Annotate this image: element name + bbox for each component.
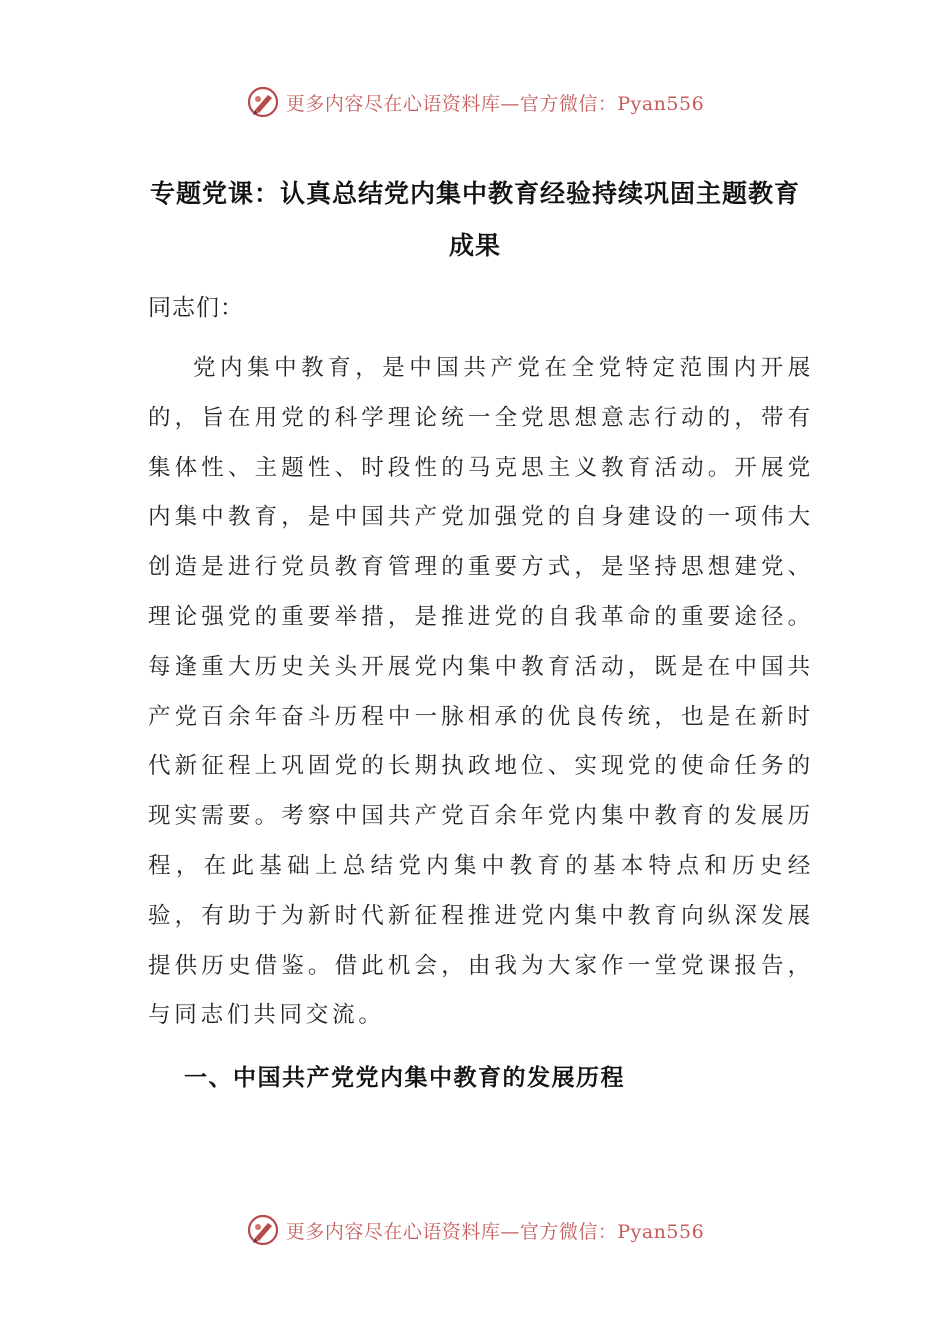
header-banner-text: 更多内容尽在心语资料库—官方微信：Pyan556 (285, 92, 705, 115)
document-title: 专题党课：认真总结党内集中教育经验持续巩固主题教育成果 (149, 179, 800, 260)
pen-circle-logo-icon (246, 85, 280, 119)
pen-circle-logo-icon (246, 1213, 280, 1247)
footer-banner (0, 1210, 950, 1250)
header-banner (0, 82, 950, 122)
section-heading: 一、中国共产党党内集中教育的发展历程 (184, 1065, 625, 1091)
body-paragraph: 党内集中教育，是中国共产党在全党特定范围内开展的，旨在用党的科学理论统一全党思想意志行动的，带有集体性、主题性、时段性的马克思主义教育活动。开展党内集中教育，是中国共产党加强党的自身建设的一项伟大创造是进行党员教育管理的重要方式，是坚持思想建党、理论强党的重要举措，是推进党的自我革命的重要途径。每逢重大历史关头开展党内集中教育活动，既是在中国共产党百余年奋斗历程中一脉相承的优良传统，也是在新时代新征程上巩固党的长期执政地位、实现党的使命任务的现实需要。考察中国共产党百余年党内集中教育的发展历程，在此基础上总结党内集中教育的基本特点和历史经验，有助于为新时代新征程推进党内集中教育向纵深发展提供历史借鉴。借此机会，由我为大家作一堂党课报告，与同志们共同交流。 (148, 355, 814, 1029)
greeting: 同志们： (148, 295, 244, 321)
footer-banner-text: 更多内容尽在心语资料库—官方微信：Pyan556 (285, 1220, 705, 1243)
